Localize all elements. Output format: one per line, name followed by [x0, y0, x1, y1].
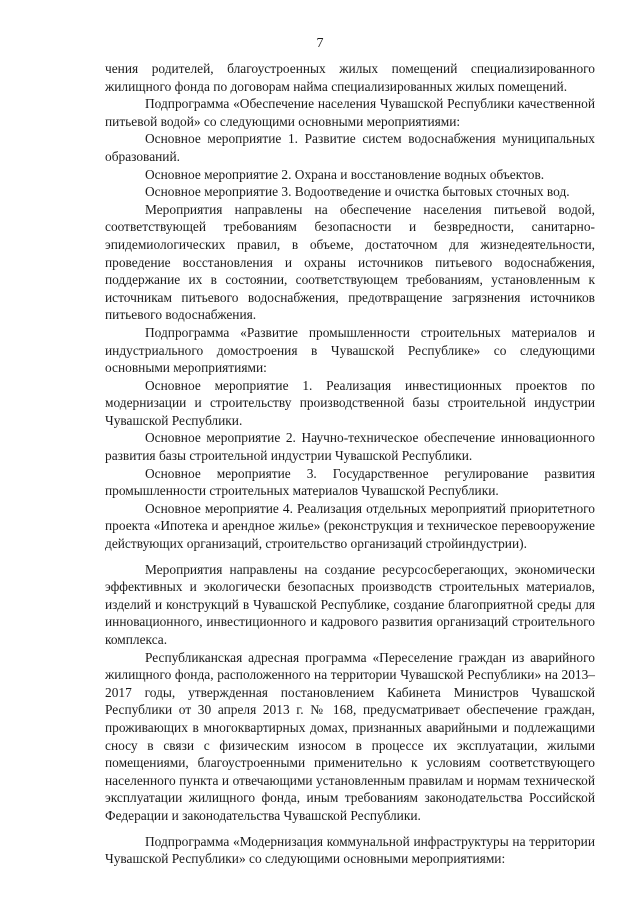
paragraph-water-goals: Мероприятия направлены на обеспечение населения питьевой водой, соответствующей требованиям безопасности и безвредности, санитарно-эпидемиологических правил, в объеме, достаточном для жизнедеятельности, проведение восстановления и охраны источников питьевого водоснабжения, поддержание их в состоянии, соответствующем требованиям, установленным к источникам питьевого водоснабжения, предотвращение загрязнения источников питьевого водоснабжения.	[105, 201, 595, 323]
page-number: 7	[316, 36, 324, 51]
document-body	[105, 60, 595, 868]
paragraph-construction-activity-3: Основное мероприятие 3. Государственное регулирование развития промышленности строительных материалов Чувашской Республики.	[105, 465, 595, 499]
paragraph-main-activity-1: Основное мероприятие 1. Развитие систем водоснабжения муниципальных образований.	[105, 131, 595, 164]
paragraph-construction-activity-4: Основное мероприятие 4. Реализация отдельных мероприятий приоритетного проекта «Ипотека и арендное жилье» (реконструкция и техническое перевооружение действующих организаций, строительство организаций стройиндустрии).	[105, 500, 595, 552]
paragraph-subprogram-utilities: Подпрограмма «Модернизация коммунальной инфраструктуры на территории Чувашской Республики» со следующими основными мероприятиями:	[105, 833, 595, 867]
paragraph-main-activity-2: Основное мероприятие 2. Охрана и восстановление водных объектов.	[145, 166, 545, 182]
paragraph-construction-activity-1: Основное мероприятие 1. Реализация инвестиционных проектов по модернизации и строительству производственной базы строительной индустрии Чувашской Республики.	[105, 377, 595, 428]
paragraph-subprogram-construction: Подпрограмма «Развитие промышленности строительных материалов и индустриального домостроения в Чувашской Республике» со следующими основными мероприятиями:	[105, 324, 595, 376]
paragraph-subprogram-water: Подпрограмма «Обеспечение населения Чувашской Республики качественной питьевой водой» со следующими основными мероприятиями:	[105, 96, 595, 129]
paragraph-construction-goals: Мероприятия направлены на создание ресурсосберегающих, экономически эффективных и экологически безопасных производств строительных материалов, изделий и конструкций в Чувашской Республике, создание благоприятной среды для инновационного, инвестиционного и кадрового развития организаций строительного комплекса.	[105, 561, 595, 647]
paragraph-main-activity-3: Основное мероприятие 3. Водоотведение и очистка бытовых сточных вод.	[145, 184, 570, 200]
paragraph-continuation: чения родителей, благоустроенных жилых помещений специализированного жилищного фонда по договорам найма специализированных жилых помещений.	[105, 61, 595, 94]
paragraph-resettlement-program: Республиканская адресная программа «Переселение граждан из аварийного жилищного фонда, расположенного на территории Чувашской Республики» на 2013–2017 годы, утвержденная постановлением Кабинета Министров Чувашской Республики от 30 апреля 2013 г. № 168, предусматривает обеспечение граждан, проживающих в многоквартирных домах, признанных аварийными и подлежащими сносу в связи с физическим износом в процессе их эксплуатации, жилыми помещениями, благоустроенными применительно к условиям соответствующего населенного пункта и отвечающими установленным правилам и нормам технической эксплуатации жилищного фонда, иным требованиям законодательства Российской Федерации и законодательства Чувашской Республики.	[105, 649, 595, 823]
paragraph-construction-activity-2: Основное мероприятие 2. Научно-техническое обеспечение инновационного развития базы строительной индустрии Чувашской Республики.	[105, 430, 595, 464]
